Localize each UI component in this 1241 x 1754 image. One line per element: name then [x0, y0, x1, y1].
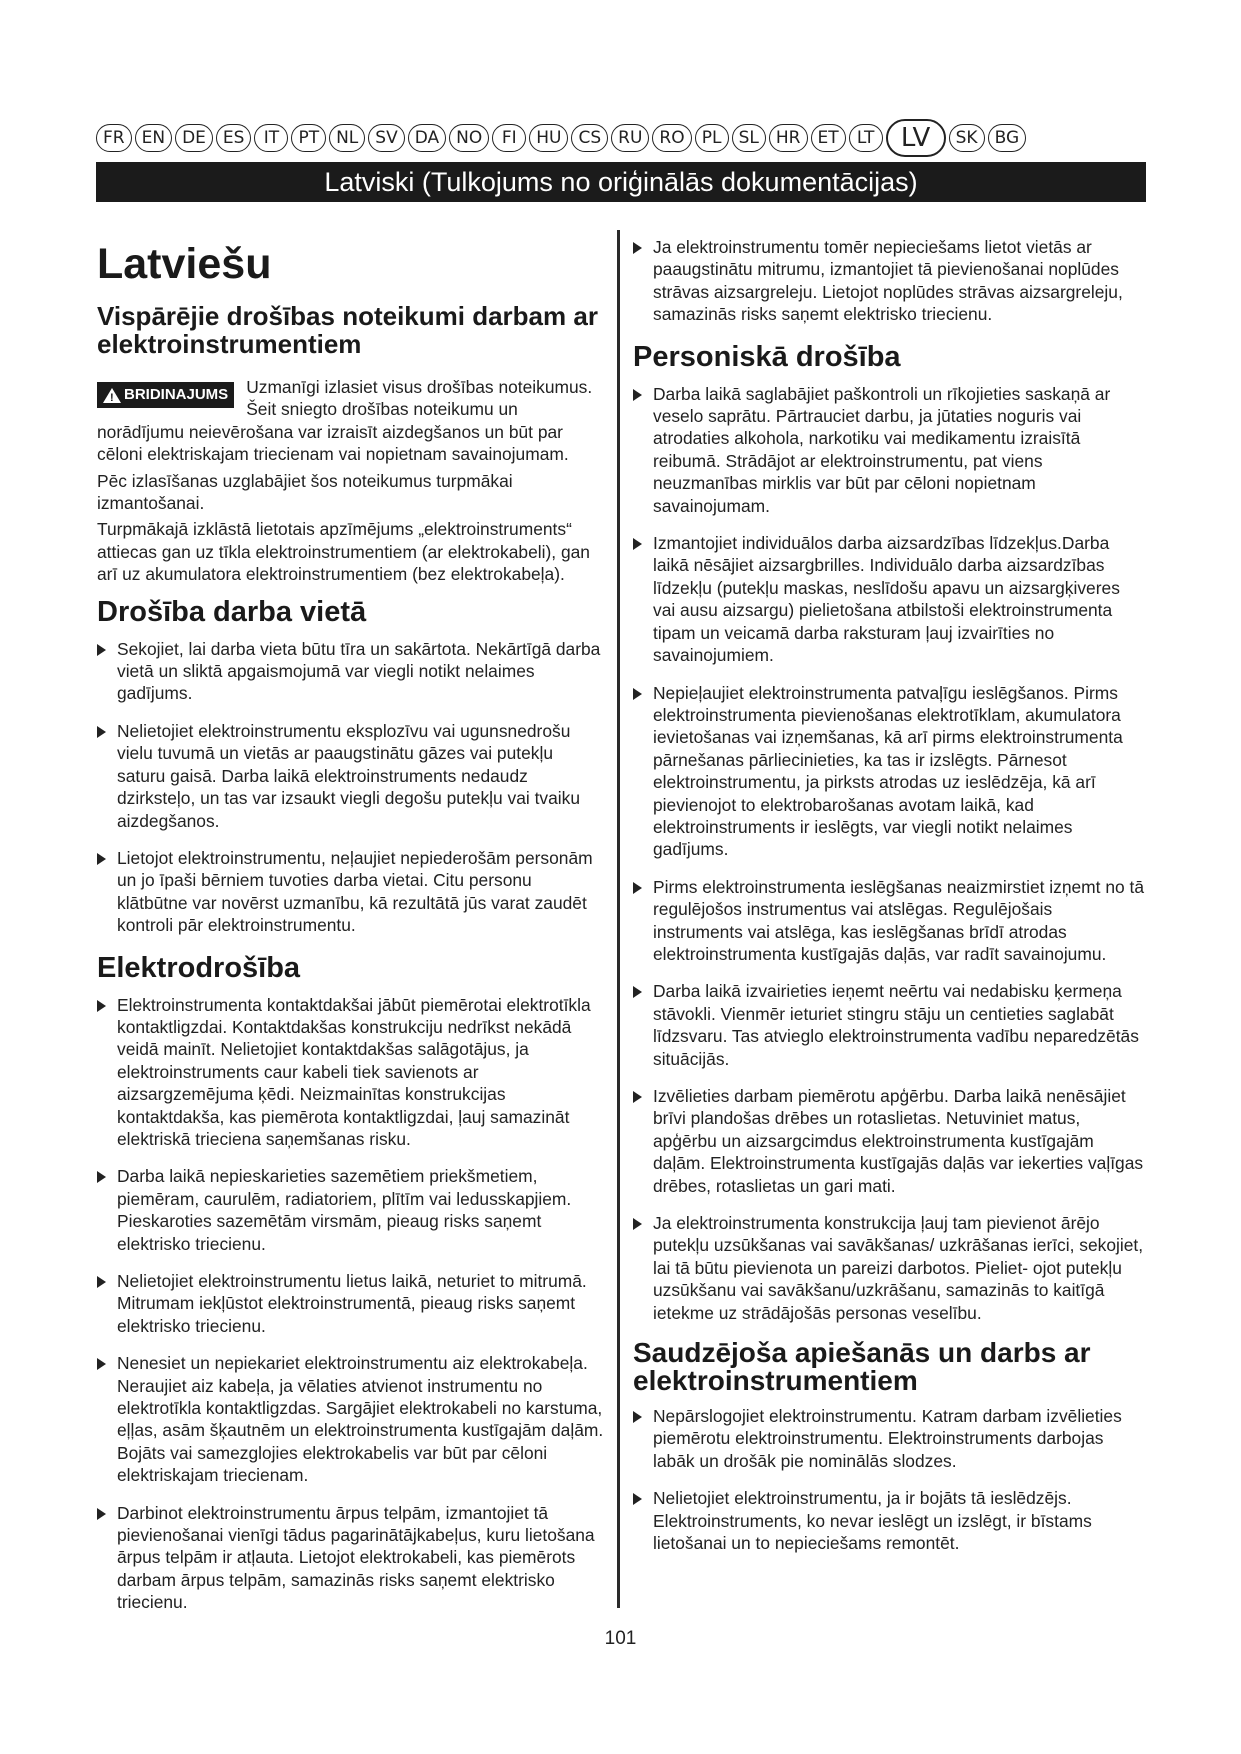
- list-item-text: Ja elektroinstrumenta konstrukcija ļauj tam pievienot ārējo putekļu uzsūkšanas vai savākšanas/ uzkrāšanas ierīci, sekojiet, lai tā būtu pievienota un pareizi darbotos. Pieliet- ojot putekļu uzsūkšanu vai savākšanu/uzkrāšanu, samazinās to kaitīgā ietekme uz strādājošās personas veselību.: [653, 1213, 1144, 1323]
- list-item: [633, 1405, 1145, 1472]
- list-item: [633, 1212, 1145, 1324]
- bullet-arrow-icon: [633, 688, 642, 700]
- section-header-bar: [96, 162, 1146, 202]
- list-item-text: Sekojiet, lai darba vieta būtu tīra un sakārtota. Nekārtīgā darba vietā un sliktā apgaismojumā var viegli notikt nelaimes gadījums.: [117, 638, 601, 704]
- list-item: [633, 980, 1145, 1070]
- list-item: [633, 383, 1145, 517]
- bullet-arrow-icon: [633, 1411, 642, 1423]
- language-tab-lv[interactable]: LV: [886, 119, 946, 157]
- warning-text: Uzmanīgi izlasiet visus drošības noteikumus. Šeit sniegto drošības noteikumu un norādījumu neievērošana var izraisīt aizdegšanos un būt par cēloni elektriskajam triecienam vai nopietnam savainojumam.: [97, 377, 593, 465]
- personal-safety-list: [633, 383, 1145, 1324]
- list-item: [633, 1487, 1145, 1554]
- tool-use-list: [633, 1405, 1145, 1554]
- page-title: Latviešu: [97, 240, 272, 288]
- bullet-arrow-icon: [97, 1508, 106, 1520]
- list-item: [97, 638, 605, 705]
- bullet-arrow-icon: [633, 882, 642, 894]
- bullet-arrow-icon: [97, 644, 106, 656]
- list-item-text: Darba laikā saglabājiet paškontroli un rīkojieties saskaņā ar veselo saprātu. Pārtrauciet darbu, ja jūtaties noguris vai atrodaties alkohola, narkotiku vai medikamentu izraisītā reibumā. Strādājot ar elektroinstrumentu, pat viens neuzmanības mirklis var būt par cēloni nopietnam savainojumam.: [653, 383, 1111, 516]
- list-item-text: Ja elektroinstrumentu tomēr nepieciešams lietot vietās ar paaugstinātu mitrumu, izmantojiet tā pievienošanai noplūdes strāvas aizsargreleju. Lietojot noplūdes strāvas aizsargreleju, samazinās risks saņemt elektrisko triecienu.: [653, 237, 1123, 325]
- list-item: [97, 1270, 605, 1337]
- bullet-arrow-icon: [97, 726, 106, 738]
- paragraph: Pēc izlasīšanas uzglabājiet šos noteikumus turpmākai izmantošanai.: [97, 470, 513, 514]
- language-tab-da[interactable]: DA: [408, 124, 446, 152]
- list-item: [633, 876, 1145, 966]
- list-item: [97, 1352, 605, 1486]
- warning-label: BRIDINAJUMS: [124, 386, 229, 403]
- paragraph: Turpmākajā izklāstā lietotais apzīmējums „elektroinstruments“ attiecas gan uz tīkla elektroinstrumentiem (ar elektrokabeli), gan arī uz akumulatora elektroinstrumentiem (bez elektrokabeļa).: [97, 519, 590, 585]
- language-tab-et[interactable]: ET: [811, 124, 846, 152]
- left-column: [97, 236, 605, 1629]
- list-item: [97, 994, 605, 1151]
- bullet-arrow-icon: [633, 1091, 642, 1103]
- list-item: [97, 1165, 605, 1255]
- list-item-text: Nelietojiet elektroinstrumentu eksplozīvu vai ugunsnedrošu vielu tuvumā un vietās ar paaugstinātu gāzes vai putekļu saturu gaisā. Darba laikā elektroinstruments nedaudz dzirksteļo, un tas var izsaukt viegli degošu putekļu vai tvaiku aizdegšanos.: [117, 720, 581, 831]
- page-subtitle: Vispārējie drošības noteikumi darbam ar elektroinstrumentiem: [97, 301, 598, 359]
- list-item-text: Izvēlieties darbam piemērotu apģērbu. Darba laikā nenēsājiet brīvi plandošas drēbes un rotaslietas. Netuviniet matus, apģērbu un aizsargcimdus elektroinstrumenta kustīgajām daļām. Elektroinstrumenta kustīgajās daļās var iekerties vaļīgas drēbes, rotaslietas un gari mati.: [653, 1086, 1144, 1196]
- language-tab-nl[interactable]: NL: [329, 124, 365, 152]
- section-heading-workplace: Drošība darba vietā: [97, 595, 367, 628]
- language-tab-it[interactable]: IT: [254, 124, 288, 152]
- language-tab-no[interactable]: NO: [449, 124, 489, 152]
- warning-badge: [97, 382, 234, 408]
- bullet-arrow-icon: [633, 1218, 642, 1230]
- bullet-arrow-icon: [633, 389, 642, 401]
- language-tab-ru[interactable]: RU: [611, 124, 649, 152]
- bullet-arrow-icon: [97, 853, 106, 865]
- section-heading-electrical: Elektrodrošība: [97, 951, 301, 984]
- bullet-arrow-icon: [97, 1276, 106, 1288]
- list-item-text: Pirms elektroinstrumenta ieslēgšanas neaizmirstiet izņemt no tā regulējošos instrumentus vai atslēgas. Regulējošais instruments vai atslēga, kas ieslēgšanas brīdī atrodas elektroinstrumenta kustīgajās daļās, var radīt savainojumu.: [653, 876, 1145, 964]
- language-tab-hu[interactable]: HU: [529, 124, 568, 152]
- list-item: [97, 847, 605, 937]
- language-tab-bg[interactable]: BG: [988, 124, 1027, 152]
- language-tab-fi[interactable]: FI: [492, 124, 526, 152]
- bullet-arrow-icon: [97, 1358, 106, 1370]
- list-item-text: Lietojot elektroinstrumentu, neļaujiet nepiederošām personām un jo īpaši bērniem tuvoties darba vietai. Citu personu klātbūtne var novērst uzmanību, kā rezultātā jūs varat zaudēt kontroli pār elektroinstrumentu.: [117, 847, 593, 936]
- language-tab-de[interactable]: DE: [175, 124, 213, 152]
- warning-icon: [103, 388, 121, 403]
- list-item: [633, 236, 1145, 326]
- bullet-arrow-icon: [97, 1171, 106, 1183]
- bullet-arrow-icon: [633, 538, 642, 550]
- language-tab-pt[interactable]: PT: [291, 124, 326, 152]
- list-item: [633, 682, 1145, 861]
- list-item-text: Darbinot elektroinstrumentu ārpus telpām, izmantojiet tā pievienošanai vienīgi tādus pagarinātājkabeļus, kuru lietošana ārpus telpām ir atļauta. Lietojot elektrokabeli, kas piemērots darbam ārpus telpām, samazinās risks saņemt elektrisko triecienu.: [117, 1502, 595, 1613]
- language-tab-lt[interactable]: LT: [849, 124, 883, 152]
- workplace-safety-list: [97, 638, 605, 937]
- column-divider: [617, 230, 620, 1608]
- bullet-arrow-icon: [633, 986, 642, 998]
- language-tab-en[interactable]: EN: [135, 124, 172, 152]
- section-header-title: Latviski (Tulkojums no oriģinālās dokumentācijas): [324, 166, 918, 197]
- language-tab-cs[interactable]: CS: [571, 124, 608, 152]
- list-item-text: Nelietojiet elektroinstrumentu lietus laikā, neturiet to mitrumā. Mitrumam iekļūstot elektroinstrumentā, pieaug risks saņemt elektrisko triecienu.: [117, 1271, 587, 1336]
- list-item: [633, 1085, 1145, 1197]
- language-tab-es[interactable]: ES: [216, 124, 252, 152]
- list-item-text: Nelietojiet elektroinstrumentu, ja ir bojāts tā ieslēdzējs. Elektroinstruments, ko nevar ieslēgt un izslēgt, ir bīstams lietošanai un to nepieciešams remontēt.: [653, 1488, 1092, 1554]
- section-heading-personal: Personiskā drošība: [633, 340, 901, 373]
- list-item-text: Nepārslogojiet elektroinstrumentu. Katram darbam izvēlieties piemērotu elektroinstrumentu. Elektroinstruments darbojas labāk un drošāk pie nominālās slodzes.: [653, 1406, 1122, 1471]
- language-tab-hr[interactable]: HR: [769, 124, 808, 152]
- section-heading-tool-use: Saudzējoša apiešanās un darbs ar elektroinstrumentiem: [633, 1337, 1091, 1397]
- electrical-safety-list-continued: [633, 236, 1145, 326]
- language-tabs: [96, 118, 1146, 158]
- language-tab-sk[interactable]: SK: [949, 124, 985, 152]
- bullet-arrow-icon: [633, 1493, 642, 1505]
- bullet-arrow-icon: [97, 1000, 106, 1012]
- list-item-text: Darba laikā izvairieties ieņemt neērtu vai nedabisku ķermeņa stāvokli. Vienmēr ieturiet stingru stāju un centieties saglabāt līdzsvaru. Tas atvieglo elektroinstrumenta vadību neparedzētās situācijās.: [653, 981, 1139, 1069]
- list-item-text: Elektroinstrumenta kontaktdakšai jābūt piemērotai elektrotīkla kontaktligzdai. Kontaktdakšas konstrukciju nedrīkst nekādā veidā mainīt. Nelietojiet kontaktdakšas salāgotājus, ja elektroinstruments caur kabeli tiek savienots ar aizsargzemējuma ķēdi. Neizmainītas konstrukcijas kontaktdakša, kas piemērota kontaktligzdai, ļauj samazināt elektriskā trieciena saņemšanas risku.: [117, 994, 591, 1149]
- language-tab-sv[interactable]: SV: [368, 124, 404, 152]
- list-item-text: Nenesiet un nepiekariet elektroinstrumentu aiz elektrokabeļa. Neraujiet aiz kabeļa, ja vēlaties atvienot instrumentu no elektrotīkla kontaktligzdas. Sargājiet elektrokabeli no karstuma, eļļas, asām šķautnēm un elektroinstrumenta kustīgajām daļām. Bojāts vai samezglojies elektrokabelis var būt par cēloni elektriskajam triecienam.: [117, 1353, 604, 1486]
- bullet-arrow-icon: [633, 242, 642, 254]
- language-tab-sl[interactable]: SL: [732, 124, 766, 152]
- list-item-text: Nepieļaujiet elektroinstrumenta patvaļīgu ieslēgšanos. Pirms elektroinstrumenta pievienošanas elektrotīklam, akumulatora ievietošanas vai izņemšanas, kā arī pirms elektroinstrumenta pārnešanas pārliecinieties, ka tas ir izslēgts. Pārnesot elektroinstrumentu, ja pirksts atrodas uz ieslēdzēja, kā arī pievienojot to elektrobarošanas avotam laikā, kad elektroinstruments ir ieslēgts, var viegli notikt nelaimes gadījums.: [653, 682, 1123, 860]
- page-number: 101: [604, 1628, 637, 1649]
- list-item: [633, 532, 1145, 666]
- list-item-text: Izmantojiet individuālos darba aizsardzības līdzekļus.Darba laikā nēsājiet aizsargbrilles. Individuālo darba aizsardzības līdzekļu (putekļu maskas, neslīdošu apavu un aizsargķiveres vai ausu aizsargu) pielietošana atbilstoši elektroinstrumenta tipam un veicamā darba raksturam ļauj izvairīties no savainojumiem.: [653, 533, 1120, 666]
- list-item: [97, 1502, 605, 1614]
- language-tab-fr[interactable]: FR: [96, 124, 132, 152]
- language-tab-pl[interactable]: PL: [695, 124, 729, 152]
- electrical-safety-list: [97, 994, 605, 1614]
- list-item: [97, 720, 605, 832]
- right-column: [633, 236, 1145, 1570]
- list-item-text: Darba laikā nepieskarieties sazemētiem priekšmetiem, piemēram, caurulēm, radiatoriem, plītīm vai ledusskapjiem. Pieskaroties sazemētām virsmām, pieaug risks saņemt elektrisko triecienu.: [117, 1166, 572, 1254]
- warning-block: [97, 376, 605, 466]
- language-tab-ro[interactable]: RO: [652, 124, 691, 152]
